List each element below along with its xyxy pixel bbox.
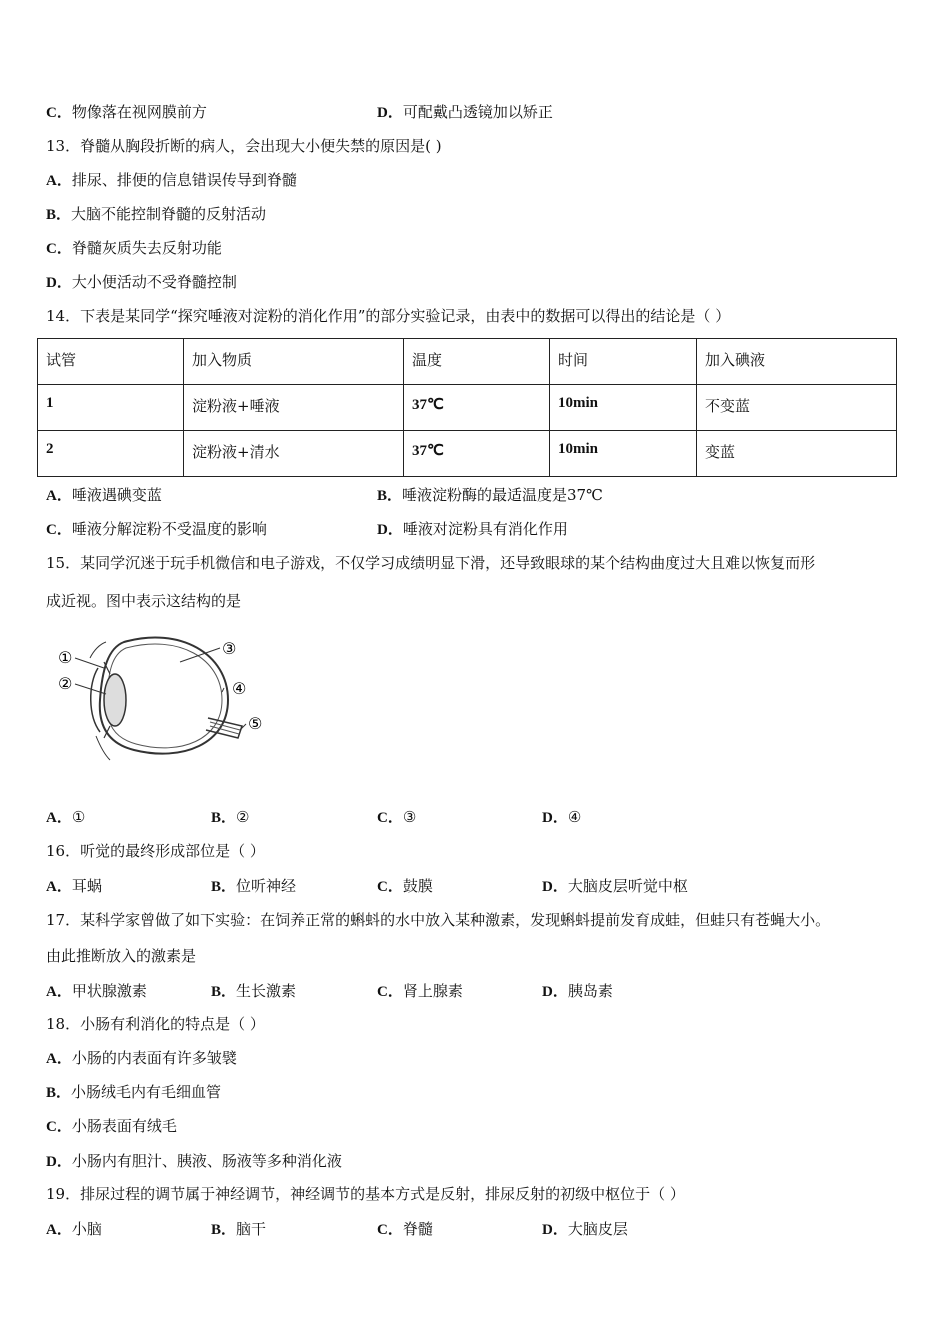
q18-option-a: A．小肠的内表面有许多皱襞 (46, 1049, 237, 1067)
table-header-cell: 时间 (550, 339, 697, 385)
table-header-cell: 试管 (38, 339, 184, 385)
q15-stem-line1: 15．某同学沉迷于玩手机微信和电子游戏，不仅学习成绩明显下滑，还导致眼球的某个结构曲度过大且难以恢复而形 (46, 554, 816, 572)
eyeball-diagram (50, 632, 280, 762)
q15-option-d: D．④ (542, 808, 582, 826)
figure-label-5: ⑤ (248, 714, 263, 733)
table-cell: 2 (38, 431, 184, 477)
q16-option-a: A．耳蜗 (46, 877, 102, 895)
q14-option-c: C．唾液分解淀粉不受温度的影响 (46, 520, 267, 538)
table-header-cell: 加入物质 (184, 339, 404, 385)
table-cell: 不变蓝 (697, 385, 897, 431)
table-cell: 37℃ (404, 431, 550, 477)
q14-option-d: D．唾液对淀粉具有消化作用 (377, 520, 568, 538)
q14-option-b: B．唾液淀粉酶的最适温度是37℃ (377, 486, 603, 504)
leader-line-1 (75, 658, 104, 668)
table-cell: 淀粉液+唾液 (184, 385, 404, 431)
q13-option-b: B．大脑不能控制脊髓的反射活动 (46, 205, 267, 223)
q18-option-d: D．小肠内有胆汁、胰液、肠液等多种消化液 (46, 1152, 342, 1170)
q19-option-c: C．脊髓 (377, 1220, 433, 1238)
figure-label-2: ② (58, 674, 73, 693)
table-header-cell: 温度 (404, 339, 550, 385)
table-cell: 变蓝 (697, 431, 897, 477)
q14-stem: 14．下表是某同学“探究唾液对淀粉的消化作用”的部分实验记录，由表中的数据可以得出的结论是（ ） (46, 307, 731, 325)
q12-option-c: C．物像落在视网膜前方 (46, 103, 207, 121)
eyelid-bottom (96, 736, 110, 760)
q13-option-d: D．大小便活动不受脊髓控制 (46, 273, 237, 291)
optic-nerve-shape (206, 718, 242, 738)
eyelid-top (90, 642, 106, 658)
q15-option-b: B．② (211, 808, 250, 826)
table-cell: 1 (38, 385, 184, 431)
q13-stem: 13．脊髓从胸段折断的病人，会出现大小便失禁的原因是( ) (46, 137, 442, 155)
table-cell: 淀粉液+清水 (184, 431, 404, 477)
table-cell: 37℃ (404, 385, 550, 431)
q17-option-a: A．甲状腺激素 (46, 982, 147, 1000)
table-row (38, 431, 897, 477)
q13-option-a: A．排尿、排便的信息错误传导到脊髓 (46, 171, 297, 189)
q17-option-d: D．胰岛素 (542, 982, 613, 1000)
table-header-cell: 加入碘液 (697, 339, 897, 385)
q19-option-a: A．小脑 (46, 1220, 102, 1238)
q16-stem: 16．听觉的最终形成部位是（ ） (46, 842, 265, 860)
q19-option-d: D．大脑皮层 (542, 1220, 628, 1238)
q17-stem-line1: 17．某科学家曾做了如下实验：在饲养正常的蝌蚪的水中放入某种激素，发现蝌蚪提前发育成蛙，但蛙只有苍蝇大小。 (46, 911, 831, 929)
table-row (38, 385, 897, 431)
q15-option-a: A．① (46, 808, 86, 826)
q16-option-d: D．大脑皮层听觉中枢 (542, 877, 688, 895)
q16-option-c: C．鼓膜 (377, 877, 433, 895)
cornea-shape (91, 668, 100, 732)
figure-label-1: ① (58, 648, 73, 667)
q17-option-c: C．肾上腺素 (377, 982, 463, 1000)
table-header-row (38, 339, 897, 385)
table-cell: 10min (550, 431, 697, 477)
figure-label-4: ④ (232, 679, 247, 698)
experiment-table (37, 338, 897, 477)
q18-stem: 18．小肠有利消化的特点是（ ） (46, 1015, 265, 1033)
leader-line-4 (222, 688, 224, 692)
q16-option-b: B．位听神经 (211, 877, 297, 895)
q19-stem: 19．排尿过程的调节属于神经调节，神经调节的基本方式是反射，排尿反射的初级中枢位于（ ） (46, 1185, 685, 1203)
q15-stem-line2: 成近视。图中表示这结构的是 (46, 592, 242, 610)
q14-option-a: A．唾液遇碘变蓝 (46, 486, 162, 504)
q13-option-c: C．脊髓灰质失去反射功能 (46, 239, 222, 257)
table-cell: 10min (550, 385, 697, 431)
q15-option-c: C．③ (377, 808, 417, 826)
q17-option-b: B．生长激素 (211, 982, 297, 1000)
q18-option-b: B．小肠绒毛内有毛细血管 (46, 1083, 222, 1101)
q19-option-b: B．脑干 (211, 1220, 267, 1238)
q18-option-c: C．小肠表面有绒毛 (46, 1117, 177, 1135)
figure-label-3: ③ (222, 639, 237, 658)
q17-stem-line2: 由此推断放入的激素是 (46, 947, 197, 965)
q12-option-d: D．可配戴凸透镜加以矫正 (377, 103, 553, 121)
lens-shape (104, 674, 126, 726)
